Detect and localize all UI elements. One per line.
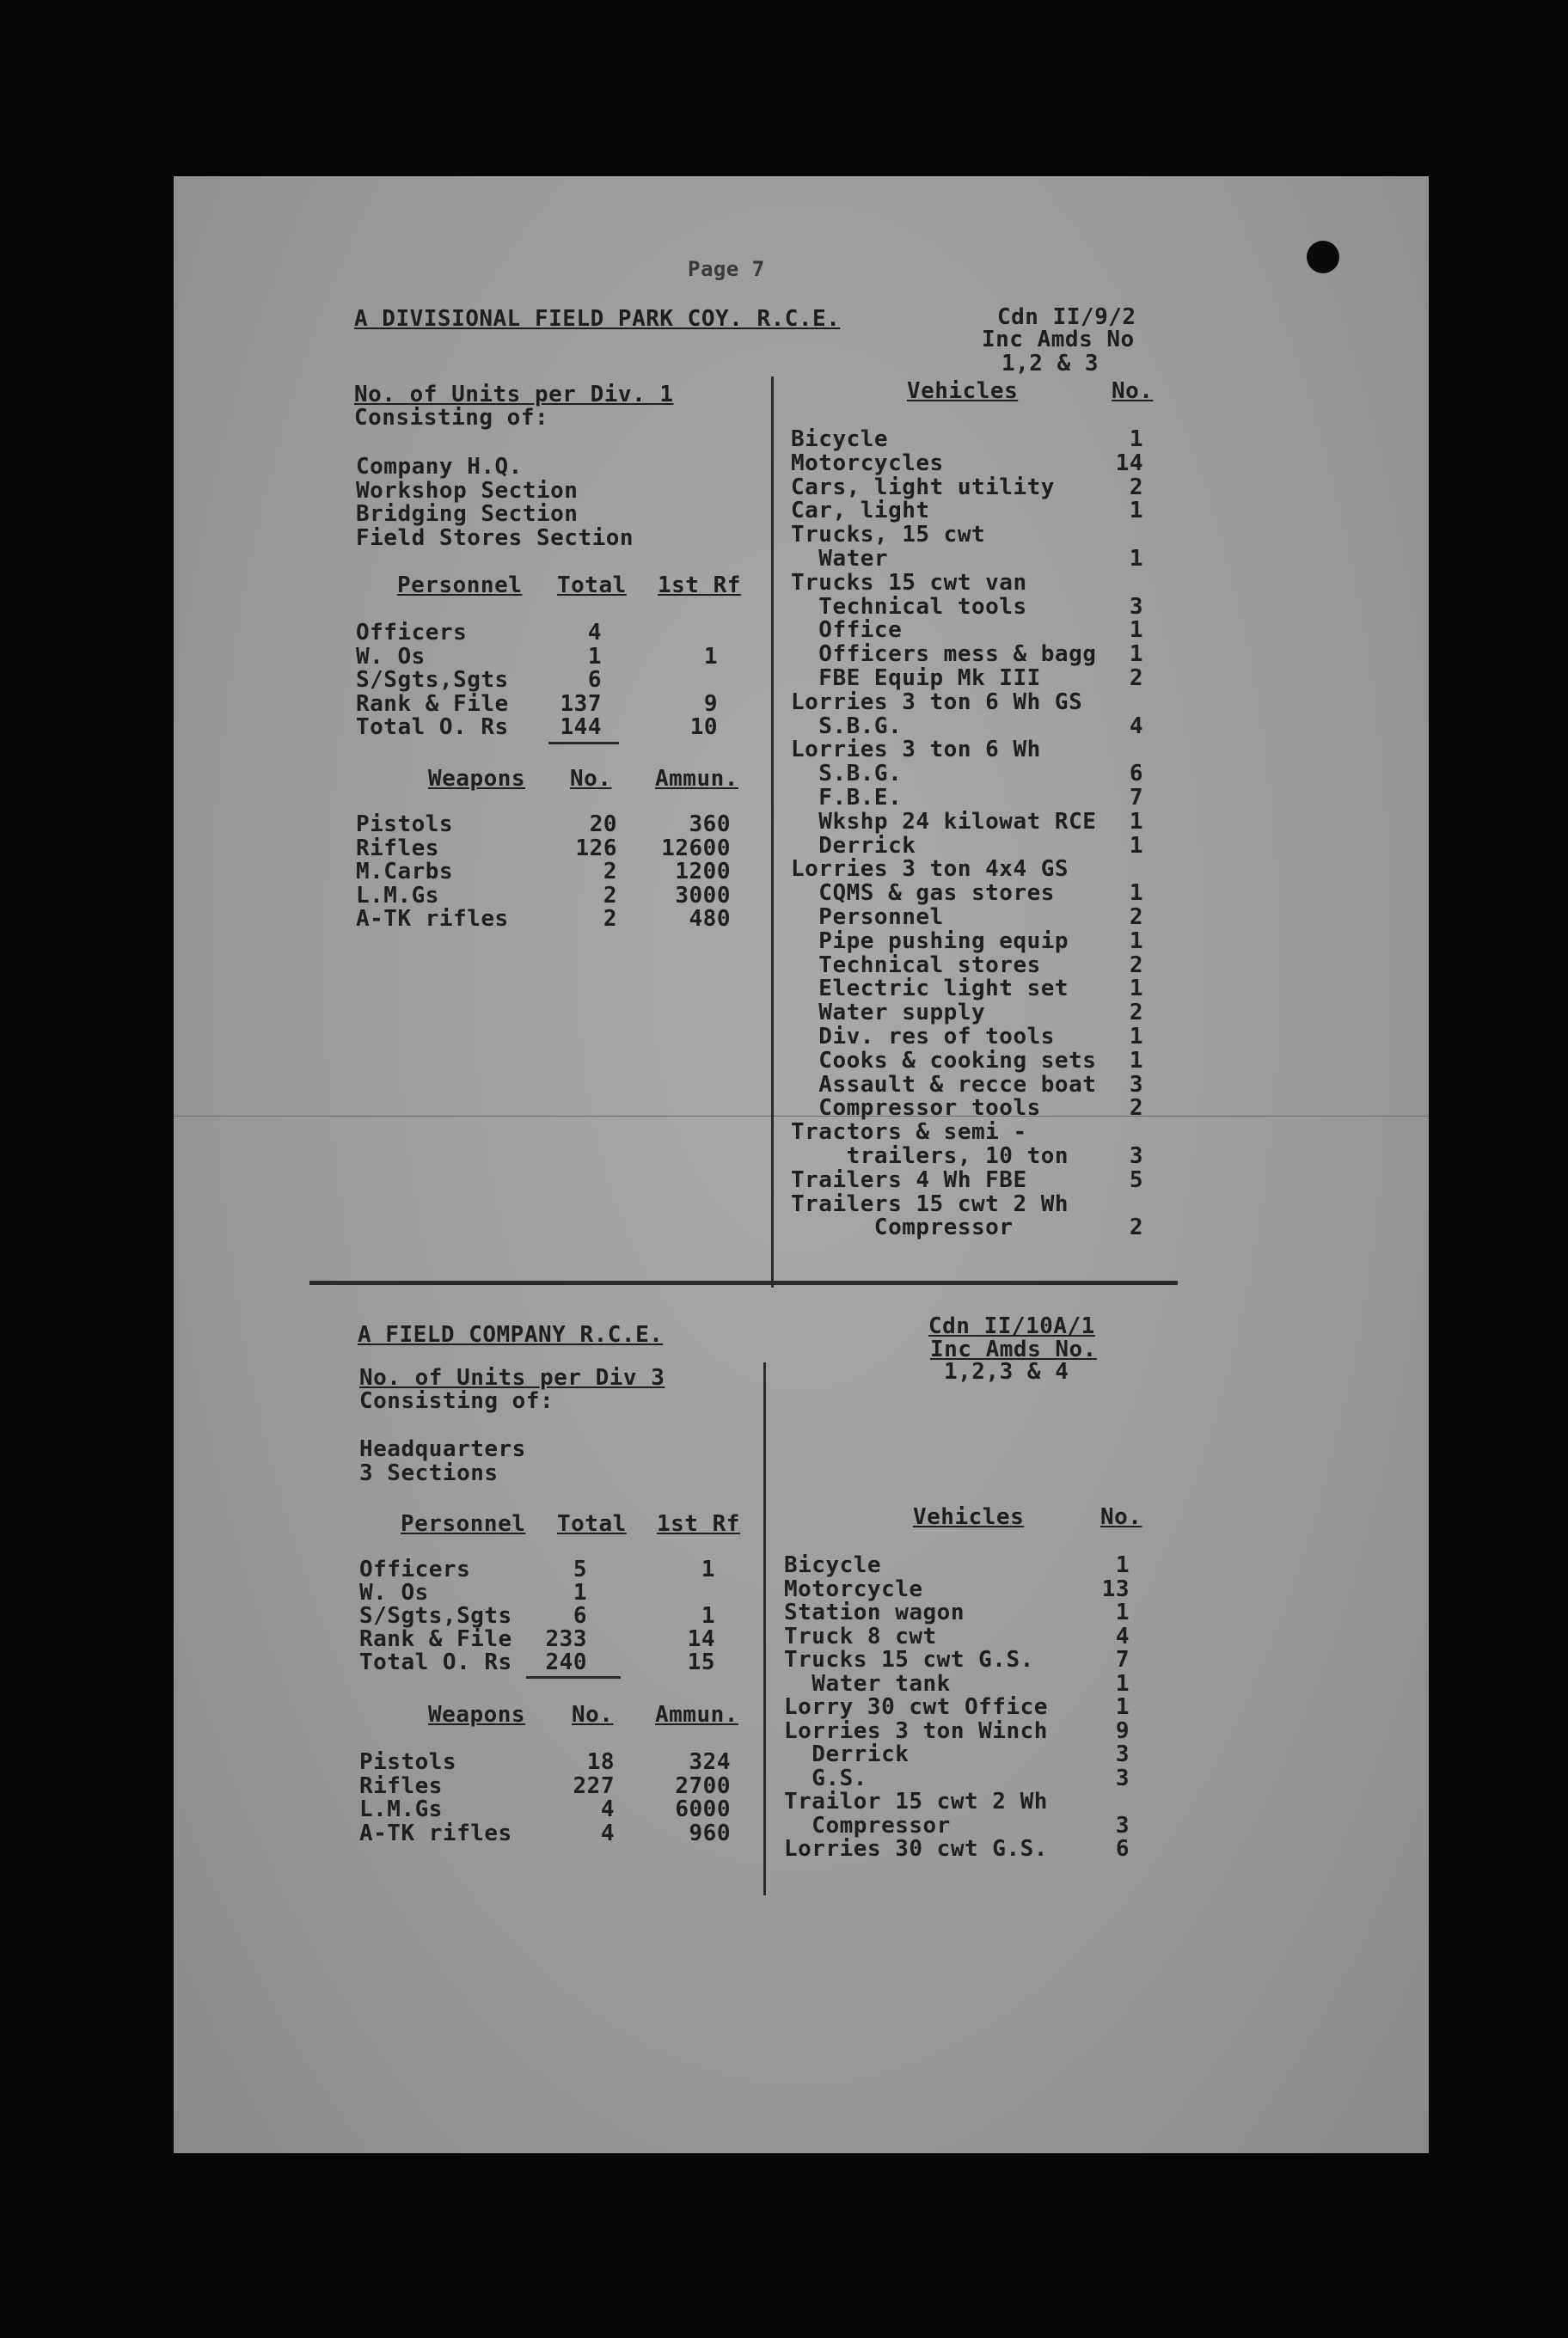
section2-ammun-header: Ammun.: [655, 1702, 738, 1728]
section2-personnel-header: Personnel: [401, 1511, 526, 1537]
section1-units-per-div: No. of Units per Div. 1: [354, 382, 674, 407]
vehicle-count: 3: [1115, 1812, 1130, 1839]
vehicle-count: 2: [1129, 1095, 1143, 1122]
vehicle-count: 2: [1129, 952, 1143, 978]
section1-ammun-header: Ammun.: [655, 766, 738, 792]
vehicle-count: 1: [1129, 927, 1143, 954]
section1-ref-3: 1,2 & 3: [1001, 351, 1099, 376]
personnel-first-rf: 9: [703, 690, 718, 717]
section2-ref-2: Inc Amds No.: [930, 1337, 1097, 1362]
weapon-label: A-TK rifles: [359, 1820, 512, 1846]
vehicle-count: 6: [1129, 761, 1143, 787]
component-item: Company H.Q.: [356, 454, 523, 480]
vehicle-label: Trucks 15 cwt G.S.: [784, 1647, 1034, 1673]
component-item: Bridging Section: [356, 501, 579, 527]
vehicle-label: Electric light set: [791, 976, 1069, 1002]
weapon-label: A-TK rifles: [356, 906, 509, 932]
vehicle-label: Cars, light utility: [791, 474, 1055, 500]
vehicle-label: Div. res of tools: [791, 1024, 1055, 1050]
vehicle-label: Lorries 30 cwt G.S.: [784, 1836, 1048, 1862]
vehicle-label: F.B.E.: [791, 785, 903, 811]
personnel-label: W. Os: [356, 643, 426, 670]
section-separator: [309, 1281, 1178, 1285]
personnel-first-rf: 15: [687, 1649, 715, 1675]
vehicle-count: 4: [1115, 1623, 1130, 1649]
section1-total-underline: [548, 742, 619, 744]
vehicle-count: 1: [1129, 641, 1143, 668]
weapon-label: Rifles: [356, 835, 439, 861]
weapon-ammunition: 12600: [661, 835, 731, 861]
vehicle-count: 1: [1129, 617, 1143, 644]
weapon-count: 2: [603, 906, 617, 932]
personnel-label: Total O. Rs: [359, 1649, 512, 1675]
personnel-label: W. Os: [359, 1580, 429, 1606]
section1-ref-1: Cdn II/9/2: [997, 304, 1136, 330]
personnel-label: Officers: [359, 1557, 471, 1582]
vehicle-label: S.B.G.: [791, 761, 903, 787]
personnel-first-rf: 1: [701, 1557, 715, 1582]
vehicle-count: 2: [1129, 1215, 1143, 1241]
weapon-label: L.M.Gs: [356, 882, 439, 909]
vehicle-label: Wkshp 24 kilowat RCE: [791, 808, 1097, 835]
personnel-label: Rank & File: [359, 1626, 512, 1652]
section1-weapons-header: Weapons: [428, 766, 526, 792]
vehicle-label: Assault & recce boat: [791, 1071, 1097, 1098]
vehicle-label: Lorries 3 ton 6 Wh: [791, 737, 1041, 763]
vehicle-label: Derrick: [791, 832, 916, 859]
vehicle-label: Motorcycle: [784, 1576, 923, 1602]
weapon-label: L.M.Gs: [359, 1796, 443, 1822]
vehicle-count: 1: [1129, 1047, 1143, 1074]
vehicle-count: 2: [1129, 474, 1143, 500]
vehicle-label: trailers, 10 ton: [791, 1143, 1069, 1169]
vehicle-label: Personnel: [791, 904, 944, 930]
vehicle-label: Trailers 15 cwt 2 Wh: [791, 1190, 1069, 1217]
vehicle-label: Bicycle: [791, 426, 889, 452]
weapon-count: 4: [600, 1820, 615, 1846]
weapon-ammunition: 324: [689, 1749, 731, 1775]
vehicle-label: Lorries 3 ton 6 Wh GS: [791, 689, 1083, 715]
personnel-label: Total O. Rs: [356, 714, 509, 740]
vehicle-label: G.S.: [784, 1765, 867, 1791]
component-item: Headquarters: [359, 1436, 526, 1462]
vehicle-count: 3: [1115, 1741, 1130, 1767]
vehicle-count: 1: [1129, 546, 1143, 572]
vehicle-label: Water: [791, 546, 889, 572]
personnel-total: 6: [587, 667, 602, 693]
vehicle-label: FBE Equip Mk III: [791, 665, 1041, 691]
vehicle-count: 2: [1129, 665, 1143, 691]
section1-vehicles-header: Vehicles: [907, 378, 1019, 404]
personnel-total: 1: [573, 1580, 587, 1606]
vehicle-count: 1: [1129, 426, 1143, 452]
punch-hole: [1307, 241, 1339, 273]
section2-title: A FIELD COMPANY R.C.E.: [358, 1322, 664, 1348]
vehicle-count: 7: [1115, 1647, 1130, 1673]
weapon-ammunition: 3000: [675, 882, 731, 909]
vehicle-label: Tractors & semi -: [791, 1119, 1027, 1146]
vehicle-count: 2: [1129, 904, 1143, 930]
vehicle-count: 7: [1129, 785, 1143, 811]
personnel-first-rf: 14: [687, 1626, 715, 1652]
section1-total-header: Total: [557, 572, 627, 598]
weapon-ammunition: 2700: [675, 1772, 731, 1799]
personnel-first-rf: 1: [701, 1603, 715, 1629]
section2-consisting-of: Consisting of:: [359, 1388, 554, 1414]
vehicle-count: 1: [1129, 498, 1143, 524]
section1-vehicles-no-header: No.: [1112, 378, 1154, 404]
weapon-label: Rifles: [359, 1772, 443, 1799]
weapon-count: 20: [589, 811, 617, 837]
vehicle-label: Compressor: [784, 1812, 951, 1839]
section2-rf-header: 1st Rf: [657, 1511, 740, 1537]
personnel-label: Officers: [356, 620, 468, 646]
weapon-ammunition: 960: [689, 1820, 731, 1846]
section1-consisting-of: Consisting of:: [354, 405, 549, 431]
weapon-count: 2: [603, 859, 617, 884]
vehicle-count: 4: [1129, 713, 1143, 739]
vehicle-count: 3: [1129, 593, 1143, 620]
weapon-label: M.Carbs: [356, 859, 454, 884]
section2-no-header: No.: [572, 1702, 614, 1728]
weapon-ammunition: 360: [689, 811, 731, 837]
vehicle-label: S.B.G.: [791, 713, 903, 739]
weapon-label: Pistols: [359, 1749, 457, 1775]
vehicle-label: Bicycle: [784, 1552, 882, 1578]
vehicle-label: Compressor: [791, 1215, 1014, 1241]
personnel-total: 233: [545, 1626, 587, 1652]
vehicle-count: 1: [1129, 1024, 1143, 1050]
section1-ref-2: Inc Amds No: [982, 327, 1135, 352]
vehicle-label: Lorries 3 ton 4x4 GS: [791, 856, 1069, 883]
section2-ref-1: Cdn II/10A/1: [928, 1313, 1095, 1339]
weapon-ammunition: 480: [689, 906, 731, 932]
vehicle-count: 3: [1129, 1071, 1143, 1098]
section2-vehicles-no-header: No.: [1100, 1504, 1142, 1530]
vehicle-count: 3: [1129, 1143, 1143, 1169]
vehicle-count: 1: [1115, 1694, 1130, 1720]
vehicle-count: 3: [1115, 1765, 1130, 1791]
vehicle-count: 5: [1129, 1166, 1143, 1193]
section1-column-divider: [771, 376, 774, 1288]
section1-personnel-header: Personnel: [397, 572, 523, 598]
vehicle-label: Trucks 15 cwt van: [791, 569, 1027, 596]
personnel-total: 5: [573, 1557, 587, 1582]
personnel-total: 240: [545, 1649, 587, 1675]
vehicle-label: Motorcycles: [791, 450, 944, 476]
vehicle-count: 9: [1115, 1717, 1130, 1744]
vehicle-count: 13: [1101, 1576, 1130, 1602]
section2-weapons-header: Weapons: [428, 1702, 526, 1728]
section1-title: A DIVISIONAL FIELD PARK COY. R.C.E.: [354, 306, 841, 332]
section1-rf-header: 1st Rf: [658, 572, 741, 598]
vehicle-label: Lorry 30 cwt Office: [784, 1694, 1048, 1720]
weapon-ammunition: 1200: [675, 859, 731, 884]
vehicle-count: 1: [1115, 1552, 1130, 1578]
vehicle-label: Truck 8 cwt: [784, 1623, 937, 1649]
personnel-total: 6: [573, 1603, 587, 1629]
weapon-count: 2: [603, 882, 617, 909]
personnel-total: 1: [587, 643, 602, 670]
vehicle-label: Cooks & cooking sets: [791, 1047, 1097, 1074]
vehicle-label: Trailers 4 Wh FBE: [791, 1166, 1027, 1193]
vehicle-count: 1: [1129, 880, 1143, 907]
personnel-first-rf: 10: [689, 714, 718, 740]
vehicle-count: 6: [1115, 1836, 1130, 1862]
weapon-count: 227: [573, 1772, 615, 1799]
vehicle-count: 1: [1129, 808, 1143, 835]
vehicle-label: Technical stores: [791, 952, 1041, 978]
personnel-total: 4: [587, 620, 602, 646]
vehicle-label: Office: [791, 617, 903, 644]
vehicle-label: Car, light: [791, 498, 930, 524]
weapon-label: Pistols: [356, 811, 454, 837]
section2-units-per-div: No. of Units per Div 3: [359, 1365, 665, 1391]
component-item: Field Stores Section: [356, 524, 634, 551]
vehicle-label: Pipe pushing equip: [791, 927, 1069, 954]
weapon-count: 18: [586, 1749, 615, 1775]
section2-vehicles-header: Vehicles: [913, 1504, 1025, 1530]
component-item: Workshop Section: [356, 477, 579, 504]
vehicle-count: 14: [1115, 450, 1143, 476]
weapon-count: 126: [575, 835, 617, 861]
vehicle-label: Lorries 3 ton Winch: [784, 1717, 1048, 1744]
personnel-first-rf: 1: [703, 643, 718, 670]
vehicle-label: Officers mess & bagg: [791, 641, 1097, 668]
section2-ref-3: 1,2,3 & 4: [944, 1359, 1069, 1385]
personnel-label: Rank & File: [356, 690, 509, 717]
personnel-total: 137: [560, 690, 602, 717]
page-label: Page 7: [688, 257, 765, 281]
weapon-ammunition: 6000: [675, 1796, 731, 1822]
vehicle-label: Compressor tools: [791, 1095, 1041, 1122]
vehicle-label: Water tank: [784, 1670, 951, 1697]
section2-column-divider: [763, 1362, 766, 1895]
personnel-label: S/Sgts,Sgts: [359, 1603, 512, 1629]
vehicle-label: Technical tools: [791, 593, 1027, 620]
vehicle-count: 1: [1115, 1600, 1130, 1625]
vehicle-label: Trucks, 15 cwt: [791, 522, 986, 548]
vehicle-label: CQMS & gas stores: [791, 880, 1055, 907]
personnel-label: S/Sgts,Sgts: [356, 667, 509, 693]
section2-total-header: Total: [557, 1511, 627, 1537]
vehicle-label: Water supply: [791, 1000, 986, 1026]
vehicle-count: 1: [1115, 1670, 1130, 1697]
vehicle-label: Trailor 15 cwt 2 Wh: [784, 1789, 1048, 1815]
vehicle-count: 2: [1129, 1000, 1143, 1026]
component-item: 3 Sections: [359, 1460, 499, 1486]
vehicle-count: 1: [1129, 976, 1143, 1002]
weapon-count: 4: [600, 1796, 615, 1822]
vehicle-label: Derrick: [784, 1741, 910, 1767]
vehicle-count: 1: [1129, 832, 1143, 859]
personnel-total: 144: [560, 714, 602, 740]
section1-no-header: No.: [570, 766, 612, 792]
section2-total-underline: [526, 1676, 621, 1679]
vehicle-label: Station wagon: [784, 1600, 965, 1625]
